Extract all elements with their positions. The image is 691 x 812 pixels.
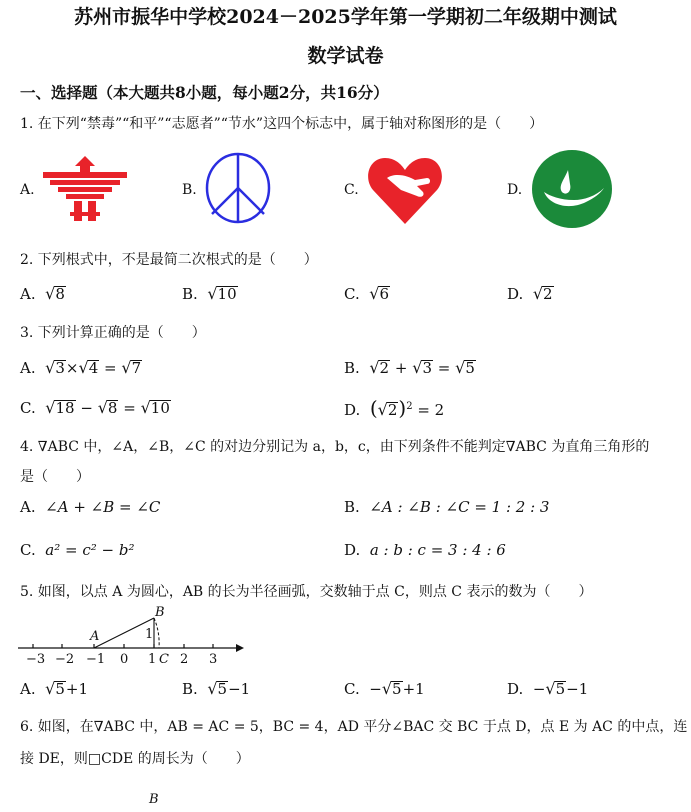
equals: =: [437, 359, 451, 377]
point-c-label: C: [159, 652, 169, 666]
question-6-stem-line1: 6. 如图，在∇ABC 中，AB = AC = 5，BC = 4，AD 平分∠BAC 交 BC 于点 D，点 E 为 AC 的中点，连: [20, 719, 688, 735]
suffix: −1: [566, 680, 589, 698]
tick-label: −3: [26, 652, 46, 666]
operator: +: [394, 359, 408, 377]
option-label: B.: [182, 285, 198, 303]
option-label: D.: [344, 401, 361, 419]
question-4-stem-line1: 4. ∇ABC 中，∠A，∠B，∠C 的对边分别记为 a，b，c，由下列条件不能判定∇ABC 为直角三角形的: [20, 439, 650, 455]
radicand: 5: [217, 680, 228, 698]
operator: −: [80, 399, 93, 417]
side-length-label: 1: [145, 627, 154, 642]
section-title: 一、选择题（本大题共8小题，每小题2分，共16分）: [20, 83, 389, 102]
question-4-stem-line2: 是（ ）: [20, 469, 90, 485]
option-text: a : b : c = 3 : 4 : 6: [369, 541, 506, 559]
sqrt-symbol-icon: √: [207, 284, 218, 303]
sqrt-symbol-icon: √: [369, 284, 380, 303]
option-label: C.: [344, 680, 360, 698]
q3-option-a: [20, 358, 142, 377]
tick-label: 3: [209, 652, 218, 666]
sqrt-symbol-icon: √: [381, 679, 393, 698]
sqrt-symbol-icon: √: [78, 358, 89, 377]
q5-option-b: [182, 679, 250, 698]
q5-option-a: [20, 679, 88, 698]
sqrt-symbol-icon: √: [45, 284, 56, 303]
sqrt-symbol-icon: √: [45, 398, 56, 417]
eagle-logo-icon: [40, 152, 130, 224]
q3-option-d: [344, 396, 444, 420]
sqrt-symbol-icon: √: [545, 679, 556, 698]
option-label: C.: [20, 399, 36, 417]
q1-option-d-label: D.: [507, 182, 523, 198]
prefix: −: [369, 680, 382, 698]
sqrt-symbol-icon: √: [377, 400, 388, 419]
tick-label: 0: [120, 652, 129, 666]
sqrt-symbol-icon: √: [207, 679, 218, 698]
option-label: B.: [344, 359, 360, 377]
question-2-stem: 2. 下列根式中，不是最简二次根式的是（ ）: [20, 252, 318, 268]
q3-option-b: [344, 358, 476, 377]
q4-option-d: [344, 541, 506, 559]
peace-logo-icon: [203, 150, 273, 226]
question-6-stem-line2: 接 DE，则□CDE 的周长为（ ）: [20, 751, 250, 767]
radicand: 5: [55, 680, 65, 698]
radicand: 5: [392, 680, 402, 698]
equals: = 2: [417, 401, 445, 419]
q4-option-a: [20, 498, 160, 516]
number-line-figure: [14, 604, 244, 666]
operator: ×: [65, 359, 79, 377]
page-title: 苏州市振华中学校2024－2025学年第一学期初二年级期中测试: [74, 6, 617, 28]
radicand: 8: [107, 399, 118, 417]
sqrt-symbol-icon: √: [121, 358, 132, 377]
equals: =: [104, 359, 117, 377]
tick-label: 1: [148, 652, 157, 666]
q2-option-d: [507, 284, 554, 303]
q5-option-c: [344, 679, 425, 698]
tick-label: −2: [55, 652, 75, 666]
option-label: D.: [507, 680, 524, 698]
q1-option-c-label: C.: [344, 182, 359, 198]
sqrt-symbol-icon: √: [532, 284, 544, 303]
sqrt-symbol-icon: √: [140, 398, 151, 417]
radicand: 6: [379, 285, 390, 303]
q2-option-c: [344, 284, 390, 303]
radicand: 5: [465, 359, 475, 377]
radicand: 2: [543, 285, 553, 303]
radicand: 2: [379, 359, 390, 377]
radicand: 2: [387, 401, 398, 419]
point-b-label: B: [155, 605, 165, 620]
suffix: −1: [228, 680, 251, 698]
option-label: C.: [20, 541, 36, 559]
tick-label: 2: [180, 652, 189, 666]
option-label: D.: [344, 541, 361, 559]
suffix: +1: [65, 680, 89, 698]
q1-option-b-label: B.: [182, 182, 197, 198]
option-label: C.: [344, 285, 360, 303]
question-5-stem: 5. 如图，以点 A 为圆心，AB 的长为半径画弧，交数轴于点 C，则点 C 表示的数为（ ）: [20, 584, 593, 600]
radicand: 10: [150, 399, 170, 417]
option-label: A.: [20, 498, 36, 516]
sqrt-symbol-icon: √: [97, 398, 108, 417]
q2-option-a: [20, 284, 66, 303]
radicand: 3: [422, 359, 432, 377]
radicand: 5: [555, 680, 566, 698]
option-label: A.: [20, 359, 36, 377]
suffix: +1: [402, 680, 425, 698]
option-text: ∠A : ∠B : ∠C = 1 : 2 : 3: [369, 498, 550, 516]
arc: [154, 618, 159, 648]
q3-option-c: [20, 398, 171, 417]
sqrt-symbol-icon: √: [455, 358, 466, 377]
page-subtitle: 数学试卷: [307, 45, 384, 67]
radicand: 7: [131, 359, 142, 377]
radicand: 8: [55, 285, 65, 303]
radicand: 3: [55, 359, 65, 377]
q5-option-d: [507, 679, 588, 698]
radicand: 10: [217, 285, 237, 303]
sqrt-symbol-icon: √: [412, 358, 423, 377]
q4-option-b: [344, 498, 549, 516]
point-a-label: A: [90, 629, 100, 644]
q1-option-a-label: A.: [20, 182, 35, 198]
tick-label: −1: [86, 652, 106, 666]
sqrt-symbol-icon: √: [369, 358, 380, 377]
prefix: −: [532, 680, 546, 698]
option-label: A.: [20, 285, 36, 303]
question-1-stem: 1. 在下列“禁毒”“和平”“志愿者”“节水”这四个标志中，属于轴对称图形的是（ ）: [20, 116, 544, 132]
option-label: B.: [344, 498, 360, 516]
exponent: 2: [406, 401, 413, 412]
water-drop-logo-icon: [530, 148, 614, 230]
equals: =: [123, 399, 136, 417]
heart-hand-logo-icon: [365, 150, 445, 230]
option-text: ∠A + ∠B = ∠C: [45, 498, 161, 516]
paren-open: (: [369, 396, 378, 420]
q4-option-c: [20, 541, 134, 559]
option-label: A.: [20, 680, 36, 698]
sqrt-symbol-icon: √: [45, 358, 56, 377]
radicand: 18: [55, 399, 75, 417]
q6-figure-point-b: B: [149, 792, 159, 807]
option-text: a² = c² − b²: [45, 541, 135, 559]
sqrt-symbol-icon: √: [45, 679, 56, 698]
q2-option-b: [182, 284, 238, 303]
paren-close: ): [398, 396, 407, 420]
question-3-stem: 3. 下列计算正确的是（ ）: [20, 325, 206, 341]
option-label: B.: [182, 680, 198, 698]
option-label: D.: [507, 285, 524, 303]
radicand: 4: [88, 359, 99, 377]
